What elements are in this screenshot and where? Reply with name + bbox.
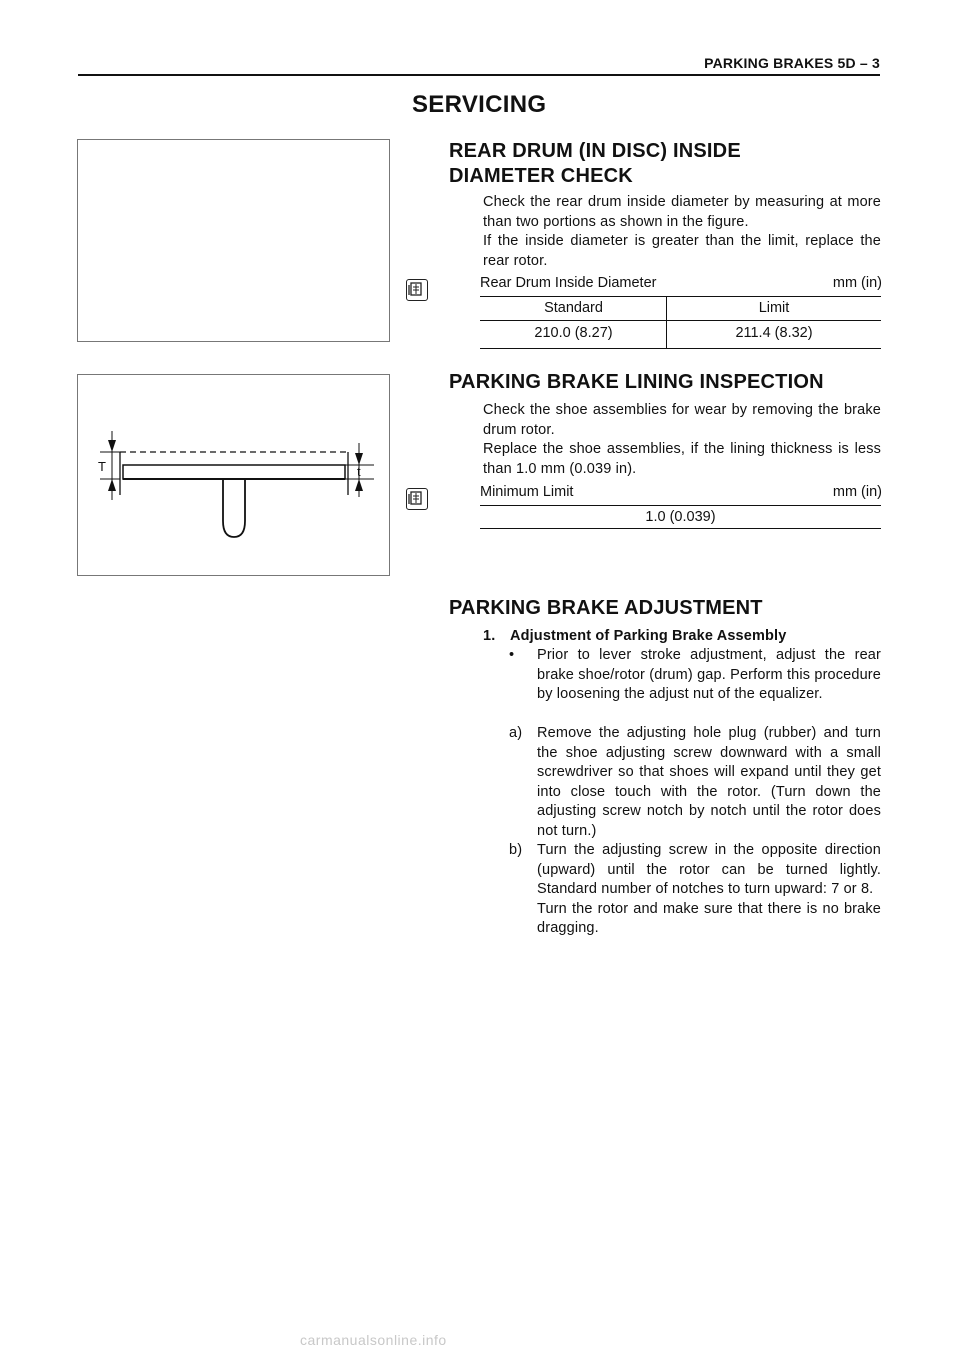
lining-spec-title: Minimum Limit <box>480 484 574 500</box>
drum-check-body: Check the rear drum inside diameter by measuring at more than two portions as shown in the figure. If the inside diameter is greater than the limit, replace the rear rotor. <box>483 194 881 269</box>
lining-inspection-heading: PARKING BRAKE LINING INSPECTION <box>449 371 824 393</box>
lining-inspection-body: Check the shoe assemblies for wear by removing the brake drum rotor. Replace the shoe assemblies, if the lining thickness is less than 1.0 mm (0.039 in). <box>483 402 881 477</box>
running-header: PARKING BRAKES 5D – 3 <box>704 55 880 71</box>
drum-spec-unit: mm (in) <box>832 275 882 291</box>
drum-measurement-figure <box>77 139 390 342</box>
adjustment-heading: PARKING BRAKE ADJUSTMENT <box>449 597 763 619</box>
step-1-number: 1. <box>483 628 496 644</box>
lining-thickness-figure <box>77 374 390 576</box>
substep-b-text: Turn the adjusting screw in the opposite direction (upward) until the rotor can be turned lightly. Standard number of notches to turn upward: 7 or 8. Turn the rotor and make sure that there is no brake dragging. <box>537 842 881 936</box>
lining-spec-value: 1.0 (0.039) <box>645 509 716 525</box>
drum-spec-rule-mid <box>480 320 881 321</box>
lining-diagram <box>78 375 389 575</box>
lining-spec-unit: mm (in) <box>832 484 882 500</box>
watermark: carmanualsonline.info <box>300 1332 447 1348</box>
spec-table-icon <box>406 279 428 301</box>
page-title: SERVICING <box>412 91 547 118</box>
spec-table-icon <box>406 488 428 510</box>
lining-spec-rule-bottom <box>480 528 881 529</box>
lining-spec-rule-top <box>480 505 881 506</box>
header-rule <box>78 74 880 76</box>
label-small-t: t <box>357 464 361 479</box>
bullet-glyph: • <box>509 647 515 663</box>
drum-check-heading: REAR DRUM (IN DISC) INSIDE DIAMETER CHECK <box>449 140 741 187</box>
drum-spec-value-standard: 210.0 (8.27) <box>534 325 613 341</box>
lining-spec-caption <box>480 484 882 500</box>
label-big-t: T <box>98 459 106 474</box>
drum-spec-rule-top <box>480 296 881 297</box>
drum-spec-caption <box>480 275 882 291</box>
drum-spec-title: Rear Drum Inside Diameter <box>480 275 657 291</box>
substep-a-text: Remove the adjusting hole plug (rubber) and turn the shoe adjusting screw downward with a small screwdriver so that shoes will expand until they get into close touch with the rotor. (Turn down the adjusting screw notch by notch until the rotor does not turn.) <box>537 725 881 839</box>
substep-a-label: a) <box>509 725 523 741</box>
drum-spec-divider <box>666 296 667 348</box>
step-1-title: Adjustment of Parking Brake Assembly <box>510 628 787 644</box>
substep-b-label: b) <box>509 842 523 858</box>
drum-spec-header-standard: Standard <box>544 300 603 316</box>
bullet-text: Prior to lever stroke adjustment, adjust the rear brake shoe/rotor (drum) gap. Perform this procedure by loosening the adjust nut of the equalizer. <box>537 647 881 702</box>
drum-spec-rule-bottom <box>480 348 881 349</box>
drum-spec-header-limit: Limit <box>758 300 790 316</box>
drum-spec-value-limit: 211.4 (8.32) <box>735 325 813 341</box>
